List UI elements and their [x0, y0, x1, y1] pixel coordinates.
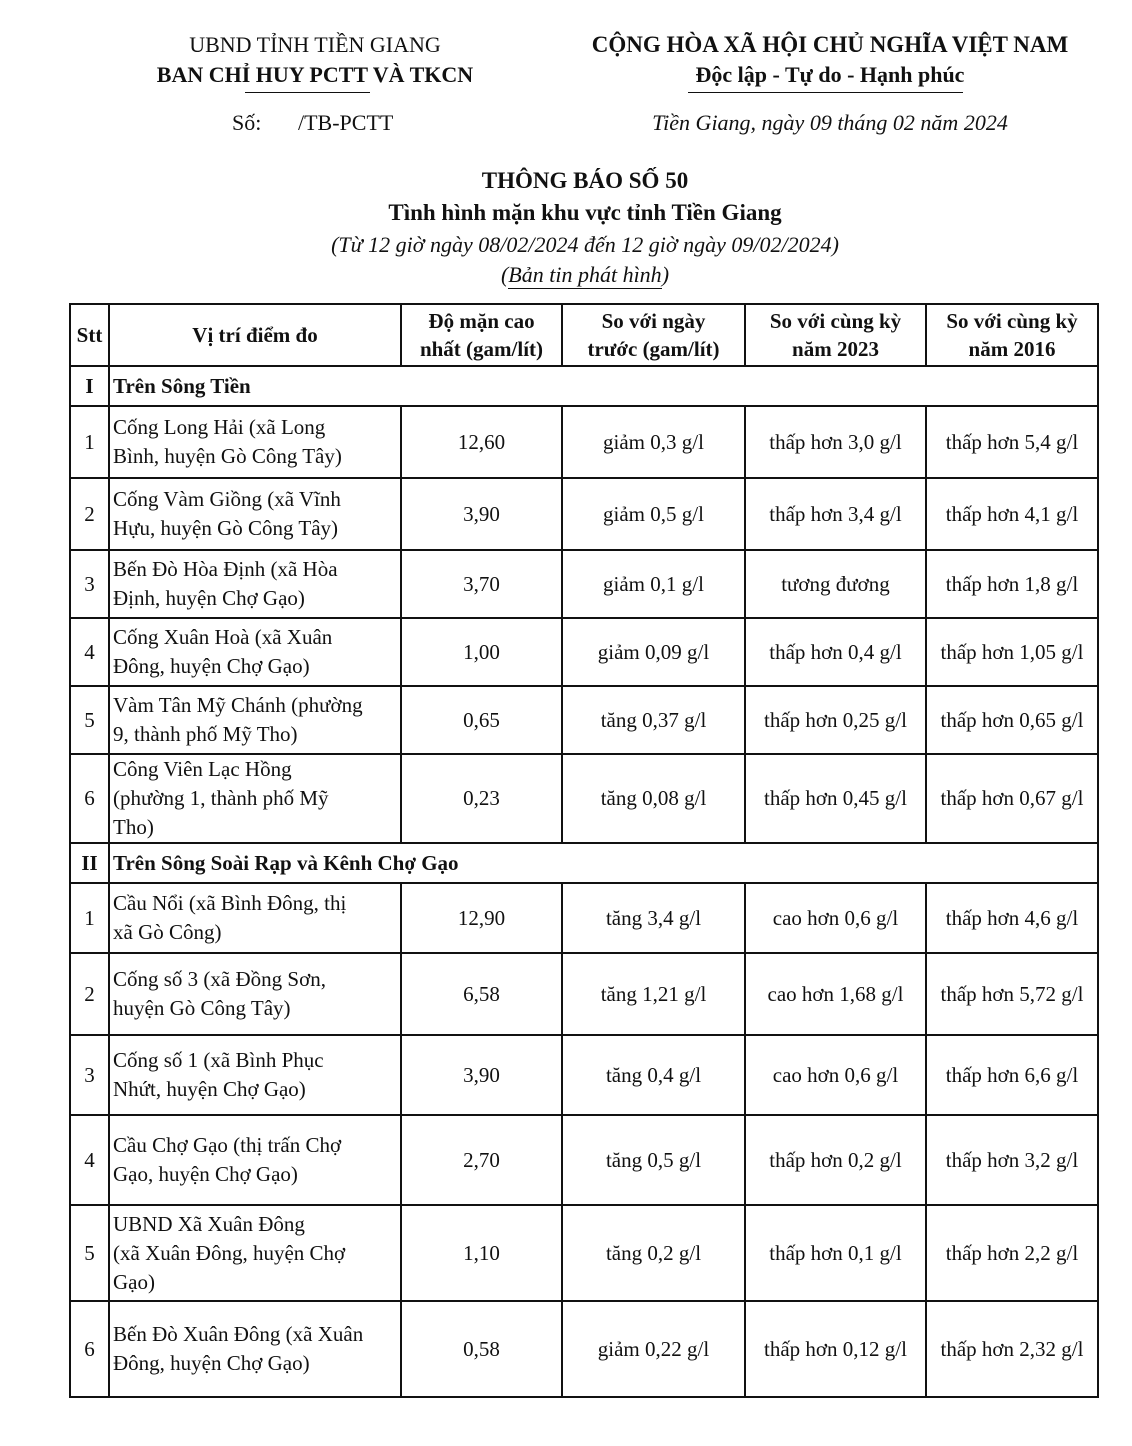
location-line: Bến Đò Hòa Định (xã Hòa [113, 557, 338, 581]
row-number: 3 [70, 1035, 109, 1115]
location-line: Đông, huyện Chợ Gạo) [113, 654, 310, 678]
prev-day-cell: giảm 0,5 g/l [562, 478, 745, 550]
section-number: I [70, 366, 109, 406]
location-line: Tho) [113, 815, 154, 839]
table-row [70, 953, 1098, 1035]
compare-2023-cell: tương đương [745, 550, 926, 618]
location-cell [109, 406, 401, 478]
max-salinity-cell: 0,23 [401, 754, 562, 843]
prev-day-cell: tăng 3,4 g/l [562, 883, 745, 953]
divider [688, 92, 963, 93]
compare-2016-cell: thấp hơn 4,1 g/l [926, 478, 1098, 550]
compare-2023-cell: thấp hơn 0,2 g/l [745, 1115, 926, 1205]
header-location: Vị trí điểm đo [109, 304, 401, 366]
compare-2016-cell: thấp hơn 4,6 g/l [926, 883, 1098, 953]
table-row [70, 1115, 1098, 1205]
location-line: Cầu Chợ Gạo (thị trấn Chợ [113, 1133, 342, 1157]
header-stt: Stt [70, 304, 109, 366]
table-row [70, 1301, 1098, 1397]
row-number: 6 [70, 754, 109, 843]
row-number: 4 [70, 618, 109, 686]
location-line: Cống Xuân Hoà (xã Xuân [113, 625, 333, 649]
location-line: huyện Gò Công Tây) [113, 996, 291, 1020]
document-note-text: Bản tin phát hình [508, 262, 662, 287]
table-row [70, 686, 1098, 754]
max-salinity-cell: 6,58 [401, 953, 562, 1035]
compare-2016-cell: thấp hơn 1,8 g/l [926, 550, 1098, 618]
compare-2023-cell: thấp hơn 0,12 g/l [745, 1301, 926, 1397]
compare-2016-cell: thấp hơn 6,6 g/l [926, 1035, 1098, 1115]
location-line: Bến Đò Xuân Đông (xã Xuân [113, 1322, 364, 1346]
location-line: Gạo) [113, 1269, 155, 1294]
max-salinity-cell: 3,90 [401, 478, 562, 550]
location-line: 9, thành phố Mỹ Tho) [113, 722, 298, 746]
prev-day-cell: tăng 1,21 g/l [562, 953, 745, 1035]
document-period: (Từ 12 giờ ngày 08/02/2024 đến 12 giờ ngày 09/02/2024) [331, 232, 839, 257]
location-cell [109, 478, 401, 550]
table-row [70, 550, 1098, 618]
location-line: (xã Xuân Đông, huyện Chợ [113, 1240, 346, 1265]
table-header-row [70, 304, 1098, 366]
header-2016: So với cùng kỳ năm 2016 [926, 304, 1098, 366]
location-cell [109, 883, 401, 953]
table-row [70, 478, 1098, 550]
max-salinity-cell: 0,65 [401, 686, 562, 754]
document-subtitle: Tình hình mặn khu vực tỉnh Tiền Giang [388, 200, 782, 225]
section-row [70, 843, 1098, 883]
section-title: Trên Sông Soài Rạp và Kênh Chợ Gạo [109, 843, 1098, 883]
compare-2023-cell: cao hơn 1,68 g/l [745, 953, 926, 1035]
compare-2016-cell: thấp hơn 1,05 g/l [926, 618, 1098, 686]
compare-2016-cell: thấp hơn 0,67 g/l [926, 754, 1098, 843]
max-salinity-cell: 0,58 [401, 1301, 562, 1397]
row-number: 4 [70, 1115, 109, 1205]
location-cell [109, 1301, 401, 1397]
location-line: Vàm Tân Mỹ Chánh (phường [113, 693, 363, 717]
document-number-label: Số: [232, 110, 262, 135]
document-number [232, 110, 393, 136]
location-cell [109, 550, 401, 618]
max-salinity-cell: 12,60 [401, 406, 562, 478]
org-department: BAN CHỈ HUY PCTT VÀ TKCN [156, 62, 474, 87]
location-line: Hựu, huyện Gò Công Tây) [113, 516, 339, 540]
prev-day-cell: tăng 0,37 g/l [562, 686, 745, 754]
location-line: Gạo, huyện Chợ Gạo) [113, 1162, 298, 1186]
table-row [70, 883, 1098, 953]
location-cell [109, 1035, 401, 1115]
location-cell [109, 686, 401, 754]
compare-2016-cell: thấp hơn 2,32 g/l [926, 1301, 1098, 1397]
location-line: Định, huyện Chợ Gạo) [113, 586, 305, 610]
compare-2016-cell: thấp hơn 2,2 g/l [926, 1205, 1098, 1301]
document-title: THÔNG BÁO SỐ 50 [481, 168, 689, 193]
compare-2023-cell: thấp hơn 0,45 g/l [745, 754, 926, 843]
location-line: Đông, huyện Chợ Gạo) [113, 1351, 310, 1375]
compare-2016-cell: thấp hơn 0,65 g/l [926, 686, 1098, 754]
compare-2023-cell: cao hơn 0,6 g/l [745, 1035, 926, 1115]
nation-title: CỘNG HÒA XÃ HỘI CHỦ NGHĨA VIỆT NAM [591, 32, 1069, 57]
max-salinity-cell: 2,70 [401, 1115, 562, 1205]
location-cell [109, 1115, 401, 1205]
compare-2023-cell: thấp hơn 3,0 g/l [745, 406, 926, 478]
table-row [70, 754, 1098, 843]
prev-day-cell: giảm 0,1 g/l [562, 550, 745, 618]
org-name: UBND TỈNH TIỀN GIANG [189, 32, 441, 57]
max-salinity-cell: 3,90 [401, 1035, 562, 1115]
prev-day-cell: giảm 0,09 g/l [562, 618, 745, 686]
section-title: Trên Sông Tiền [109, 366, 1098, 406]
row-number: 6 [70, 1301, 109, 1397]
max-salinity-cell: 3,70 [401, 550, 562, 618]
max-salinity-cell: 1,10 [401, 1205, 562, 1301]
location-cell [109, 1205, 401, 1301]
table-row [70, 1035, 1098, 1115]
section-number: II [70, 843, 109, 883]
section-row [70, 366, 1098, 406]
header-prev-day: So với ngày trước (gam/lít) [562, 304, 745, 366]
location-line: Cống Long Hải (xã Long [113, 415, 326, 439]
table-row [70, 1205, 1098, 1301]
compare-2016-cell: thấp hơn 5,4 g/l [926, 406, 1098, 478]
location-cell [109, 618, 401, 686]
table-row [70, 406, 1098, 478]
prev-day-cell: tăng 0,08 g/l [562, 754, 745, 843]
compare-2023-cell: thấp hơn 0,25 g/l [745, 686, 926, 754]
prev-day-cell: giảm 0,22 g/l [562, 1301, 745, 1397]
compare-2023-cell: thấp hơn 0,4 g/l [745, 618, 926, 686]
nation-motto: Độc lập - Tự do - Hạnh phúc [695, 62, 965, 87]
document-date: Tiền Giang, ngày 09 tháng 02 năm 2024 [652, 110, 1008, 135]
max-salinity-cell: 1,00 [401, 618, 562, 686]
prev-day-cell: giảm 0,3 g/l [562, 406, 745, 478]
salinity-table [69, 303, 1099, 1398]
document-number-value: /TB-PCTT [298, 110, 394, 135]
header-max-salinity: Độ mặn cao nhất (gam/lít) [401, 304, 562, 366]
prev-day-cell: tăng 0,4 g/l [562, 1035, 745, 1115]
compare-2023-cell: cao hơn 0,6 g/l [745, 883, 926, 953]
row-number: 2 [70, 953, 109, 1035]
compare-2016-cell: thấp hơn 5,72 g/l [926, 953, 1098, 1035]
location-line: (phường 1, thành phố Mỹ [113, 786, 329, 810]
location-line: xã Gò Công) [113, 920, 222, 944]
divider [245, 92, 370, 93]
document-note: (Bản tin phát hình) [500, 262, 670, 287]
max-salinity-cell: 12,90 [401, 883, 562, 953]
row-number: 1 [70, 883, 109, 953]
location-line: UBND Xã Xuân Đông [113, 1211, 305, 1236]
location-line: Bình, huyện Gò Công Tây) [113, 444, 342, 468]
location-line: Cống Vàm Giồng (xã Vĩnh [113, 487, 341, 511]
compare-2016-cell: thấp hơn 3,2 g/l [926, 1115, 1098, 1205]
row-number: 2 [70, 478, 109, 550]
row-number: 5 [70, 1205, 109, 1301]
header-2023: So với cùng kỳ năm 2023 [745, 304, 926, 366]
compare-2023-cell: thấp hơn 3,4 g/l [745, 478, 926, 550]
row-number: 3 [70, 550, 109, 618]
location-cell [109, 953, 401, 1035]
row-number: 1 [70, 406, 109, 478]
location-line: Cầu Nổi (xã Bình Đông, thị [113, 891, 347, 915]
row-number: 5 [70, 686, 109, 754]
table-row [70, 618, 1098, 686]
location-line: Cống số 3 (xã Đồng Sơn, [113, 967, 326, 991]
prev-day-cell: tăng 0,2 g/l [562, 1205, 745, 1301]
location-line: Công Viên Lạc Hồng [113, 757, 292, 781]
compare-2023-cell: thấp hơn 0,1 g/l [745, 1205, 926, 1301]
location-line: Nhứt, huyện Chợ Gạo) [113, 1077, 306, 1101]
location-cell [109, 754, 401, 843]
prev-day-cell: tăng 0,5 g/l [562, 1115, 745, 1205]
location-line: Cống số 1 (xã Bình Phục [113, 1048, 324, 1072]
